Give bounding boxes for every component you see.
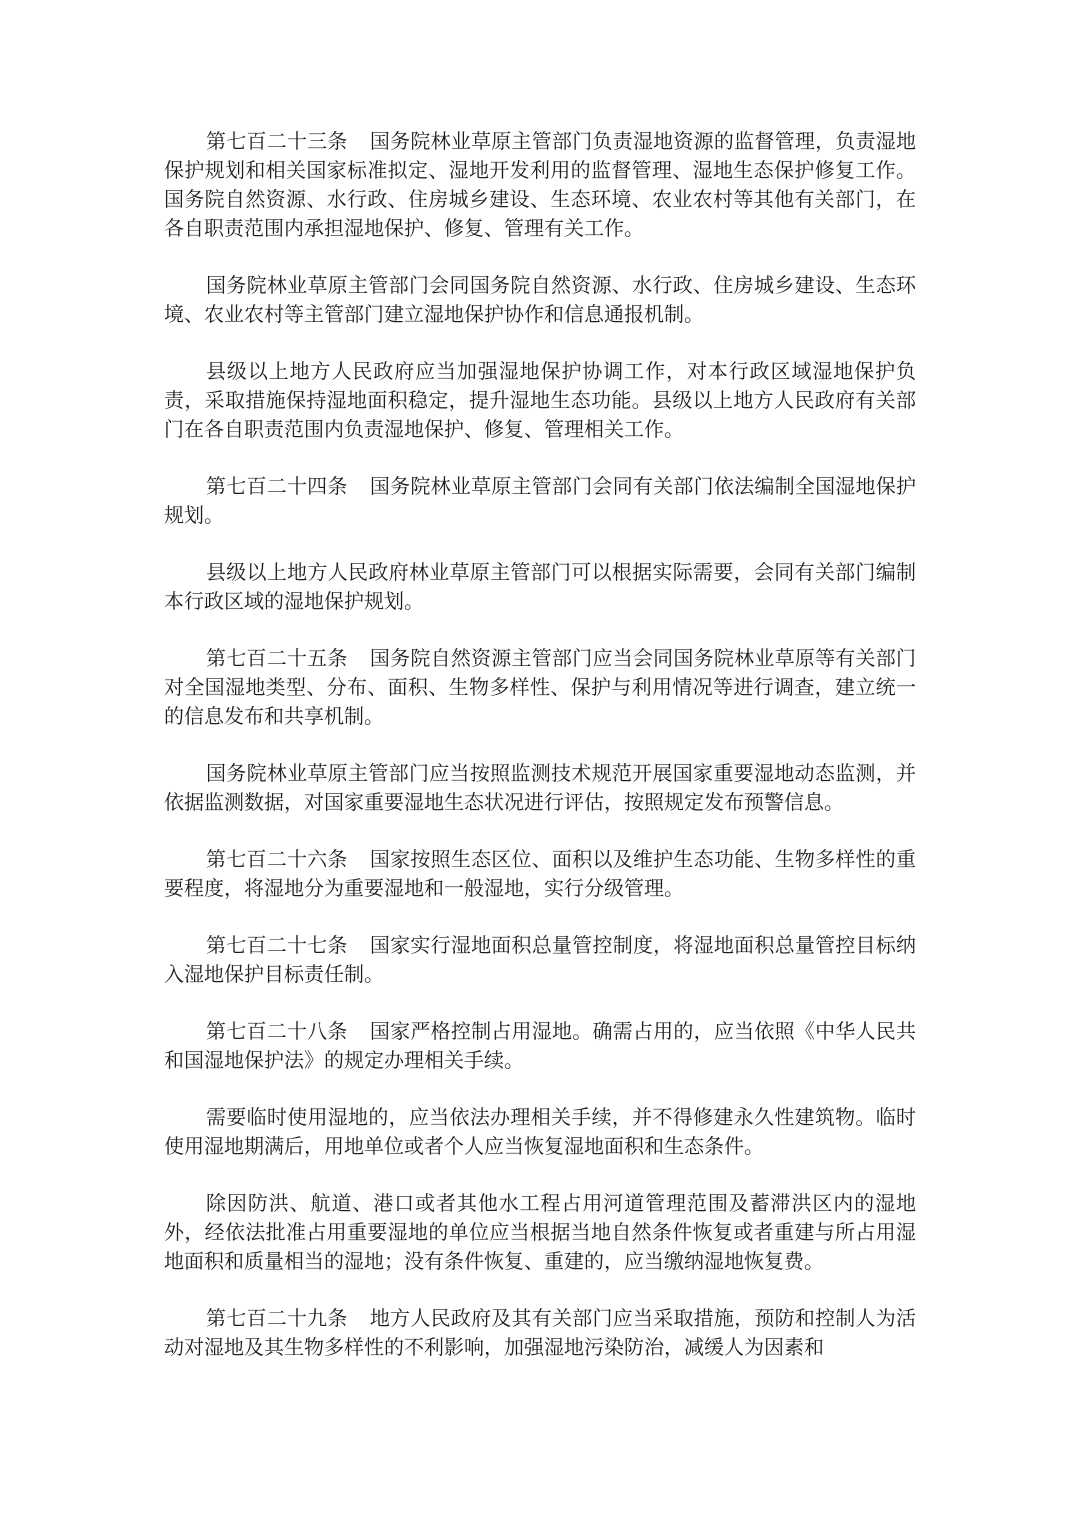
paragraph-text: 县级以上地方人民政府林业草原主管部门可以根据实际需要，会同有关部门编制本行政区域的湿地保护规划。 <box>164 560 916 613</box>
paragraph-text: 国务院自然资源主管部门应当会同国务院林业草原等有关部门对全国湿地类型、分布、面积、生物多样性、保护与利用情况等进行调查，建立统一的信息发布和共享机制。 <box>164 646 917 728</box>
paragraph-article-723 <box>164 127 916 243</box>
paragraph-text: 国务院林业草原主管部门应当按照监测技术规范开展国家重要湿地动态监测，并依据监测数据，对国家重要湿地生态状况进行评估，按照规定发布预警信息。 <box>164 761 916 814</box>
paragraph <box>164 357 916 444</box>
article-number: 第七百二十五条 <box>206 646 348 670</box>
document-body <box>164 127 916 1390</box>
paragraph-article-728 <box>164 1017 916 1075</box>
paragraph-text: 国家严格控制占用湿地。确需占用的，应当依照《中华人民共和国湿地保护法》的规定办理相关手续。 <box>164 1019 917 1072</box>
paragraph <box>164 1103 916 1161</box>
paragraph-text: 县级以上地方人民政府应当加强湿地保护协调工作，对本行政区域湿地保护负责，采取措施保持湿地面积稳定，提升湿地生态功能。县级以上地方人民政府有关部门在各自职责范围内负责湿地保护、修复、管理相关工作。 <box>164 359 916 441</box>
paragraph-text: 国务院林业草原主管部门负责湿地资源的监督管理，负责湿地保护规划和相关国家标准拟定、湿地开发利用的监督管理、湿地生态保护修复工作。国务院自然资源、水行政、住房城乡建设、生态环境、农业农村等其他有关部门，在各自职责范围内承担湿地保护、修复、管理有关工作。 <box>164 129 917 240</box>
paragraph-article-726 <box>164 845 916 903</box>
paragraph-article-729 <box>164 1304 916 1362</box>
paragraph-article-725 <box>164 644 916 731</box>
paragraph-text: 国家按照生态区位、面积以及维护生态功能、生物多样性的重要程度，将湿地分为重要湿地和一般湿地，实行分级管理。 <box>164 847 917 900</box>
paragraph <box>164 271 916 329</box>
paragraph <box>164 1189 916 1276</box>
article-number: 第七百二十七条 <box>206 933 348 957</box>
paragraph-text: 国务院林业草原主管部门会同国务院自然资源、水行政、住房城乡建设、生态环境、农业农村等主管部门建立湿地保护协作和信息通报机制。 <box>164 273 916 326</box>
paragraph-text: 地方人民政府及其有关部门应当采取措施，预防和控制人为活动对湿地及其生物多样性的不利影响，加强湿地污染防治，减缓人为因素和 <box>164 1306 917 1359</box>
paragraph-text: 除因防洪、航道、港口或者其他水工程占用河道管理范围及蓄滞洪区内的湿地外，经依法批准占用重要湿地的单位应当根据当地自然条件恢复或者重建与所占用湿地面积和质量相当的湿地；没有条件恢复、重建的，应当缴纳湿地恢复费。 <box>164 1191 916 1273</box>
paragraph <box>164 759 916 817</box>
paragraph-article-727 <box>164 931 916 989</box>
article-number: 第七百二十四条 <box>206 474 348 498</box>
article-number: 第七百二十三条 <box>206 129 348 153</box>
paragraph-article-724 <box>164 472 916 530</box>
article-number: 第七百二十八条 <box>206 1019 348 1043</box>
paragraph <box>164 558 916 616</box>
paragraph-text: 国务院林业草原主管部门会同有关部门依法编制全国湿地保护规划。 <box>164 474 917 527</box>
article-number: 第七百二十六条 <box>206 847 348 871</box>
paragraph-text: 国家实行湿地面积总量管控制度，将湿地面积总量管控目标纳入湿地保护目标责任制。 <box>164 933 917 986</box>
paragraph-text: 需要临时使用湿地的，应当依法办理相关手续，并不得修建永久性建筑物。临时使用湿地期满后，用地单位或者个人应当恢复湿地面积和生态条件。 <box>164 1105 916 1158</box>
article-number: 第七百二十九条 <box>206 1306 348 1330</box>
